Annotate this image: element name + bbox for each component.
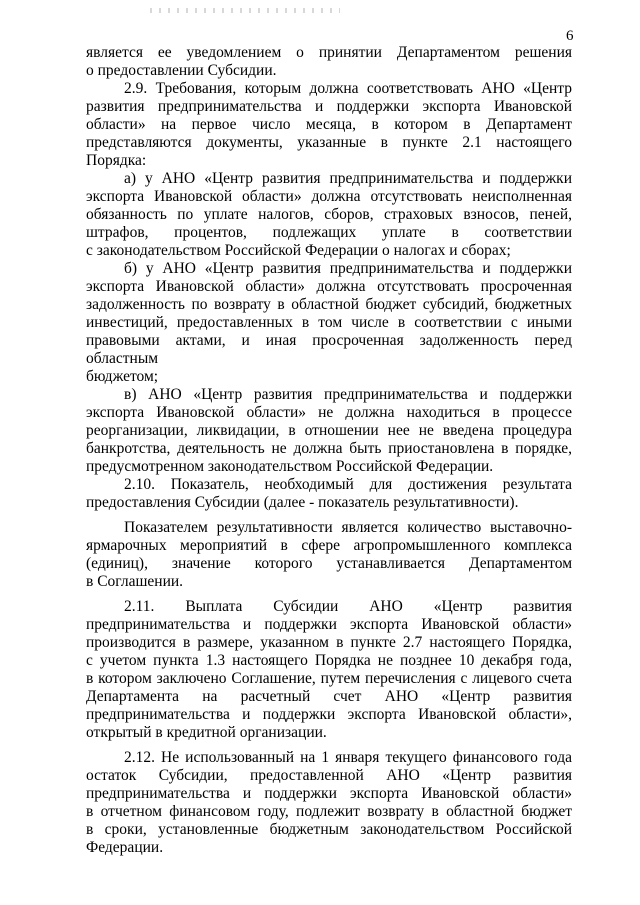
text-line: банкротства, деятельность не должна быть приостановлена в порядке, [86,440,572,457]
text-line: предпринимательства и поддержки экспорта Ивановской области» [86,616,572,633]
text-line: предпринимательства и поддержки экспорта Ивановской области», [86,706,572,723]
text-line: в Соглашении. [86,573,184,590]
paragraph-indicator [86,519,572,591]
text-line: ярмарочных мероприятий в сфере агропромышленного комплекса [86,537,572,554]
text-line: предоставления Субсидии (далее - показатель результативности). [86,494,519,511]
text-line: (единиц), значение которого устанавливается Департаментом [86,555,572,572]
text-line: Показателем результативности является количество выставочно- [124,519,572,536]
paragraph-item-b [86,260,572,386]
paragraph-continuation [86,44,572,80]
text-line: 2.10. Показатель, необходимый для достижения результата [124,476,572,493]
text-line: области» на первое число месяца, в котором в Департамент [86,116,572,133]
document-body [86,44,572,857]
text-line: предусмотренном законодательством Российской Федерации. [86,458,494,475]
scan-artifact [150,8,340,13]
text-line: 2.11. Выплата Субсидии АНО «Центр развития [124,598,572,615]
text-line: с законодательством Российской Федерации о налогах и сборах; [86,242,511,259]
text-line: 2.9. Требования, которым должна соответствовать АНО «Центр [124,80,572,97]
text-line: в) АНО «Центр развития предпринимательства и поддержки [124,386,572,403]
text-line: б) у АНО «Центр развития предпринимательства и поддержки [124,260,572,277]
text-line: с учетом пункта 1.3 настоящего Порядка не позднее 10 декабря года, [86,652,572,669]
paragraph-item-a [86,170,572,260]
text-line: бюджетом; [86,368,159,385]
paragraph-2-9 [86,80,572,170]
text-line: производится в размере, указанном в пункте 2.7 настоящего Порядка, [86,634,572,651]
text-line: является ее уведомлением о принятии Департаментом решения [86,44,572,61]
text-line: реорганизации, ликвидации, в отношении нее не введена процедура [86,422,572,439]
text-line: в сроки, установленные бюджетным законодательством Российской [86,821,572,838]
text-line: остаток Субсидии, предоставленной АНО «Центр развития [86,767,572,784]
text-line: а) у АНО «Центр развития предпринимательства и поддержки [124,170,572,187]
text-line: развития предпринимательства и поддержки экспорта Ивановской [86,98,572,115]
text-line: в котором заключено Соглашение, путем перечисления с лицевого счета [86,670,572,687]
text-line: в отчетном финансовом году, подлежит возврату в областной бюджет [86,803,572,820]
text-line: Федерации. [86,839,164,856]
paragraph-2-11 [86,598,572,742]
paragraph-item-v [86,386,572,476]
text-line: о предоставлении Субсидии. [86,62,277,79]
text-line: предпринимательства и поддержки экспорта Ивановской области» [86,785,572,802]
page-number: 6 [566,28,574,44]
text-line: правовыми актами, и иная просроченная задолженность перед областным [86,332,572,367]
text-line: обязанность по уплате налогов, сборов, страховых взносов, пеней, [86,206,572,223]
text-line: экспорта Ивановской области» должна отсутствовать неисполненная [86,188,572,205]
paragraph-2-10 [86,476,572,512]
text-line: Департамента на расчетный счет АНО «Центр развития [86,688,572,705]
text-line: открытый в кредитной организации. [86,724,327,741]
text-line: 2.12. Не использованный на 1 января текущего финансового года [124,749,572,766]
paragraph-2-12 [86,749,572,857]
text-line: задолженность по возврату в областной бюджет субсидий, бюджетных [86,296,572,313]
text-line: инвестиций, предоставленных в том числе в соответствии с иными [86,314,572,331]
text-line: экспорта Ивановской области» должна отсутствовать просроченная [86,278,572,295]
text-line: штрафов, процентов, подлежащих уплате в соответствии [86,224,572,241]
text-line: представляются документы, указанные в пункте 2.1 настоящего Порядка: [86,134,572,169]
text-line: экспорта Ивановской области» не должна находиться в процессе [86,404,572,421]
